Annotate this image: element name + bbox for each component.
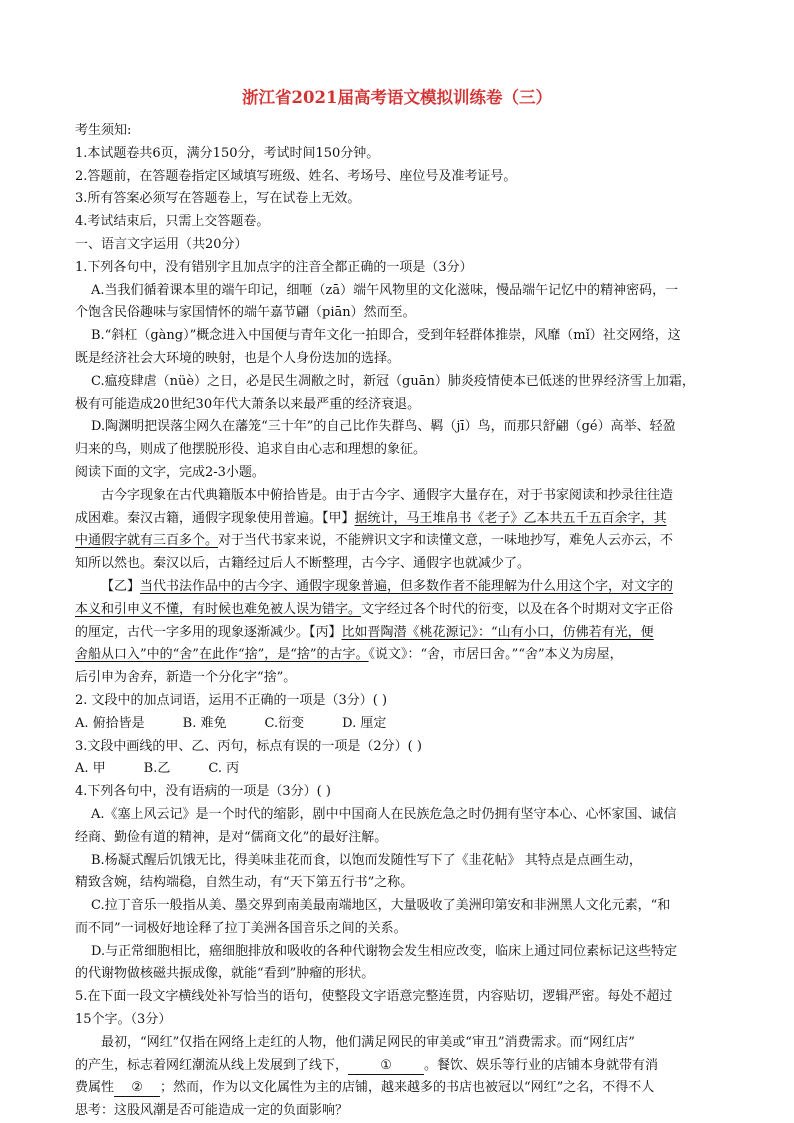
underlined-sentence-jia: 据统计，马王堆帛书《老子》乙本共五千五百余字，其 <box>354 510 667 526</box>
passage-line: 中通假字就有三百多个。对于当代书家来说，不能辨识文字和读懂文意，一味地抄写，难免人云亦云，不 <box>75 533 674 549</box>
passage-line: 本义和引申义不懂，有时候也难免被人误为错字。文字经过各个时代的衍变，以及在各个时期对文字正俗 <box>75 601 674 617</box>
underlined-sentence-bing: 比如晋陶潜《桃花源记》：“山有小口，仿佛若有光，便 <box>341 624 654 640</box>
option: C. 丙 <box>208 761 240 777</box>
passage-line: 知所以然也。秦汉以后，古籍经过后人不断整理，古今字、通假字也就减少了。 <box>75 556 531 572</box>
page-title: 浙江省2021届高考语文模拟训练卷（三） <box>242 88 552 107</box>
question-4-option-d: D.与正常细胞相比，癌细胞排放和吸收的各种代谢物会发生相应改变，临床上通过同位素标记这些特定 <box>91 943 678 959</box>
notice-heading: 考生须知: <box>75 123 132 138</box>
passage-line: 成困难。秦汉古籍，通假字现象使用普遍。【甲】据统计，马王堆帛书《老子》乙本共五千五百余字，其 <box>75 510 667 526</box>
notice-item: 4.考试结束后，只需上交答题卷。 <box>75 214 270 230</box>
question-4-stem: 4.下列各句中，没有语病的一项是（3分）( ) <box>75 784 331 800</box>
option: C.衍变 <box>264 715 305 731</box>
underlined-sentence-yi: 当代书法作品中的古今字、通假字现象普遍，但多数作者不能理解为什么用这个字，对文字的 <box>140 578 674 594</box>
option: A. 俯拾皆是 <box>75 715 145 731</box>
passage-line: 古今字现象在古代典籍版本中俯拾皆是。由于古今字、通假字大量存在，对于书家阅读和抄录往往造 <box>101 487 674 503</box>
exam-body <box>75 120 725 1123</box>
passage-line: 舍船从口入”中的“舍”在此作“捨”，是“捨”的古字。《说文》：“舍，市居曰舍。”“舍”本义为房屋， <box>75 647 623 663</box>
question-1-option-b: B.“斜杠（gàng）”概念进入中国便与青年文化一拍即合，受到年轻群体推崇，风靡（mǐ）社交网络，这 <box>91 328 681 344</box>
question-5-stem: 5.在下面一段文字横线处补写恰当的语句，使整段文字语意完整连贯，内容贴切，逻辑严密。每处不超过 <box>75 989 673 1005</box>
question-4-option-c-cont: 而不同”一词极好地诠释了拉丁美洲各国音乐之间的关系。 <box>75 920 407 936</box>
question-5-stem-cont: 15个字。（3分） <box>75 1012 172 1028</box>
question-5-text: 费属性 ② ；然而，作为以文化属性为主的店铺，越来越多的书店也被冠以“网红”之名，不得不人 <box>75 1080 655 1096</box>
question-4-option-b: B.杨凝式醒后饥饿无比，得美味韭花而食，以饱而发随性写下了《韭花帖》 其特点是点画生动， <box>91 852 642 868</box>
question-1-option-a: A.当我们循着课本里的端午印记，细咂（zā）端午风物里的文化滋味，慢品端午记忆中的精神密码，一 <box>91 282 679 298</box>
question-1-option-d-cont: 归来的鸟，则成了他摆脱形役、追求自由心志和理想的象征。 <box>75 442 427 458</box>
underlined-sentence-bing-end: 舍船从口入”中的“舍”在此作“捨”，是“捨”的古字。 <box>75 647 369 663</box>
answer-blank-1[interactable]: ① <box>348 1057 424 1075</box>
question-2-stem: 2. 文段中的加点词语，运用不正确的一项是（3分）( ) <box>75 692 388 708</box>
question-5-text: 思考：这股风潮是否可能造成一定的负面影响？ <box>75 1103 349 1119</box>
question-5-text: 最初，“网红”仅指在网络上走红的人物，他们满足网民的审美或“审丑”消费需求。而“网红店” <box>101 1034 635 1050</box>
answer-blank-2[interactable]: ② <box>114 1079 160 1097</box>
question-1-option-b-cont: 既是经济社会大环境的映射，也是个人身份迭加的选择。 <box>75 350 401 366</box>
question-1-option-c: C.瘟疫肆虐（nüè）之日，必是民生凋敝之时，新冠（guān）肺炎疫情使本已低迷的世界经济雪上加霜， <box>91 373 695 389</box>
underlined-sentence-jia-end: 中通假字就有三百多个。 <box>75 533 219 549</box>
section-heading: 一、语言文字运用（共20分） <box>75 236 248 252</box>
option: B. 难免 <box>182 715 227 731</box>
question-2-options <box>75 713 725 736</box>
question-1-option-d: D.陶渊明把误落尘网久在藩笼“三十年”的自己比作失群鸟、羁（jī）鸟，而那只舒翩（gé）高举、轻盈 <box>91 419 676 435</box>
passage-line: 后引申为舍弃，新造一个分化字“捨”。 <box>75 670 297 686</box>
question-3-options <box>75 758 725 781</box>
reading-intro: 阅读下面的文字，完成2-3小题。 <box>75 464 265 480</box>
question-5-text: 的产生，标志着网红潮流从线上发展到了线下， ① 。餐饮、娱乐等行业的店铺本身就带有消 <box>75 1057 659 1073</box>
question-4-option-c: C.拉丁音乐一般指从美、墨交界到南美最南端地区，大量吸收了美洲印第安和非洲黑人文化元素，“和 <box>91 898 671 914</box>
question-4-option-d-cont: 的代谢物做核磁共振成像，就能“看到”肿瘤的形状。 <box>75 966 375 982</box>
question-1-option-a-cont: 个饱含民俗趣味与家国情怀的端午嘉节翩（piān）然而至。 <box>75 305 416 321</box>
notice-item: 1.本试题卷共6页，满分150分，考试时间150分钟。 <box>75 145 380 161</box>
option: A. 甲 <box>75 761 106 777</box>
question-3-stem: 3.文段中画线的甲、乙、丙句，标点有误的一项是（2分）( ) <box>75 738 422 754</box>
question-1-option-c-cont: 极有可能造成20世纪30年代大萧条以来最严重的经济衰退。 <box>75 396 421 412</box>
notice-item: 3.所有答案必须写在答题卷上，写在试卷上无效。 <box>75 191 361 207</box>
option: D. 厘定 <box>342 715 387 731</box>
passage-line: 的厘定，古代一字多用的现象逐渐减少。【丙】比如晋陶潜《桃花源记》：“山有小口，仿佛若有光，便 <box>75 624 654 640</box>
question-4-option-a: A.《塞上风云记》是一个时代的缩影，剧中中国商人在民族危急之时仍拥有坚守本心、心怀家国、诚信 <box>91 806 677 822</box>
passage-line: 【乙】当代书法作品中的古今字、通假字现象普遍，但多数作者不能理解为什么用这个字，对文字的 <box>101 578 674 594</box>
question-4-option-b-cont: 精致含婉，结构端稳，自然生动，有“天下第五行书”之称。 <box>75 875 414 891</box>
question-1-stem: 1.下列各句中，没有错别字且加点字的注音全都正确的一项是（3分） <box>75 259 473 275</box>
underlined-sentence-yi-end: 本义和引申义不懂，有时候也难免被人误为错字。 <box>75 601 362 617</box>
question-4-option-a-cont: 经商、勤俭有道的精神，是对“儒商文化”的最好注解。 <box>75 829 388 845</box>
notice-item: 2.答题前，在答题卷指定区域填写班级、姓名、考场号、座位号及准考证号。 <box>75 168 517 184</box>
option: B.乙 <box>143 761 171 777</box>
